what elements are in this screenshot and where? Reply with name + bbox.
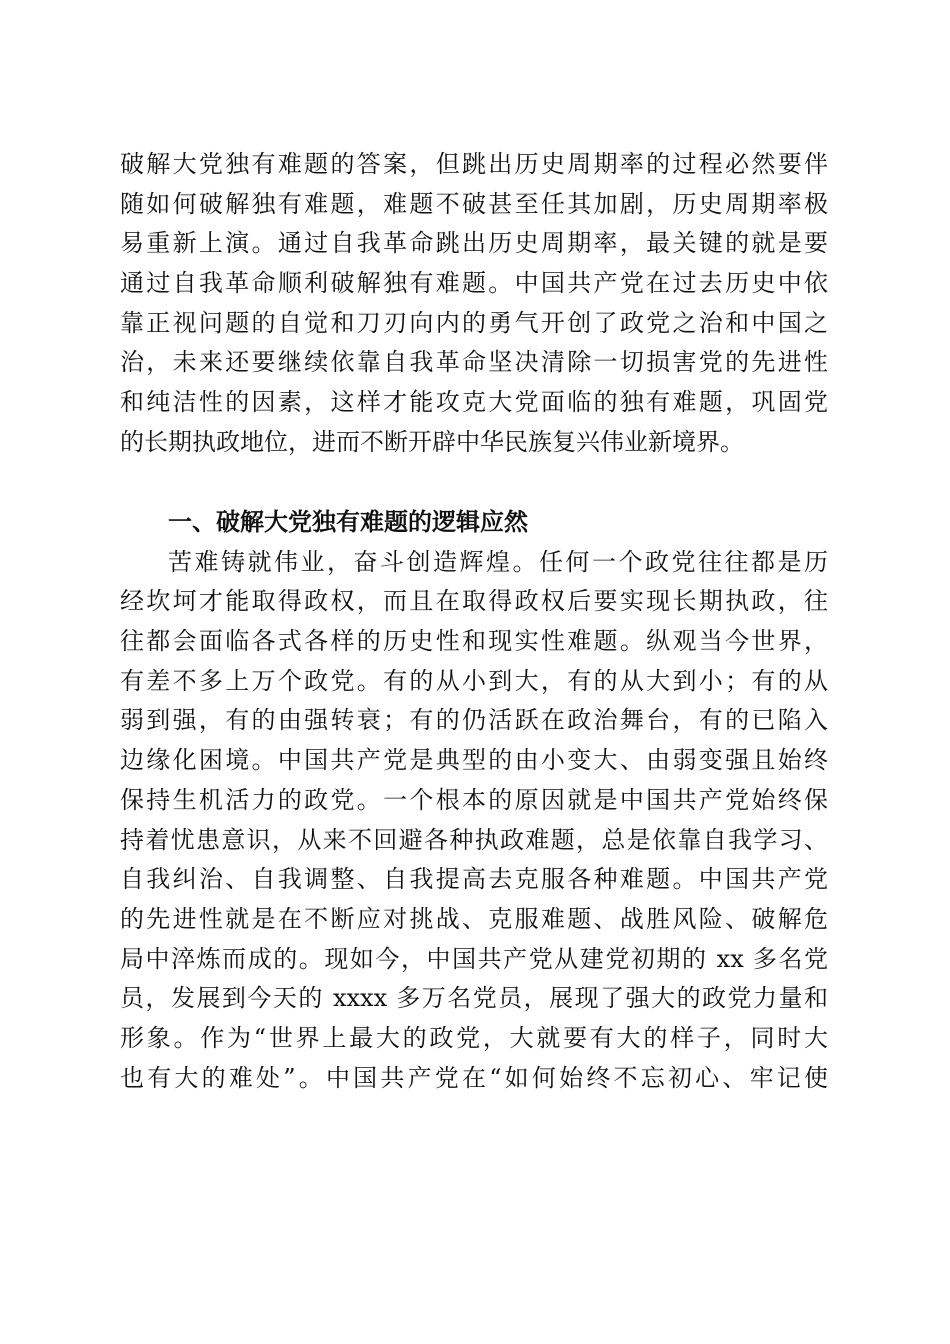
text-line: 往都会面临各式各样的历史性和现实性难题。纵观当今世界， <box>120 627 828 656</box>
text-line: 苦难铸就伟业，奋斗创造辉煌。任何一个政党往往都是历 <box>168 547 828 576</box>
text-line: 破解大党独有难题的答案，但跳出历史周期率的过程必然要伴 <box>120 150 828 178</box>
text-line: 的长期执政地位，进而不断开辟中华民族复兴伟业新境界。 <box>120 427 744 456</box>
paragraph-continuation <box>120 145 828 463</box>
text-line: 的先进性就是在不断应对挑战、克服难题、战胜风险、破解危 <box>120 904 828 933</box>
text-line: 靠正视问题的自觉和刀刃向内的勇气开创了政党之治和中国之 <box>120 308 828 337</box>
text-line: 随如何破解独有难题，难题不破甚至任其加剧，历史周期率极 <box>120 189 828 218</box>
text-line: 局中淬炼而成的。现如今，中国共产党从建党初期的 xx 多名党 <box>120 944 828 973</box>
text-line: 有差不多上万个政党。有的从小到大，有的从大到小；有的从 <box>120 666 828 695</box>
text-line: 边缘化困境。中国共产党是典型的由小变大、由弱变强且始终 <box>120 746 828 775</box>
text-line: 治，未来还要继续依靠自我革命坚决清除一切损害党的先进性 <box>120 348 828 377</box>
text-line: 形象。作为“世界上最大的政党，大就要有大的样子，同时大 <box>120 1023 828 1052</box>
text-line: 保持生机活力的政党。一个根本的原因就是中国共产党始终保 <box>120 785 828 814</box>
text-line: 自我纠治、自我调整、自我提高去克服各种难题。中国共产党 <box>120 865 828 894</box>
text-line: 易重新上演。通过自我革命跳出历史周期率，最关键的就是要 <box>120 229 828 258</box>
section-heading: 一、破解大党独有难题的逻辑应然 <box>168 508 528 536</box>
text-line: 持着忧患意识，从来不回避各种执政难题，总是依靠自我学习、 <box>120 825 828 854</box>
text-line: 经坎坷才能取得政权，而且在取得政权后要实现长期执政，往 <box>120 587 828 616</box>
text-line: 和纯洁性的因素，这样才能攻克大党面临的独有难题，巩固党 <box>120 388 828 417</box>
section-one <box>120 503 828 1098</box>
text-line: 员，发展到今天的 xxxx 多万名党员，展现了强大的政党力量和 <box>120 984 828 1013</box>
text-line: 弱到强，有的由强转衰；有的仍活跃在政治舞台，有的已陷入 <box>120 706 828 735</box>
text-line: 也有大的难处”。中国共产党在“如何始终不忘初心、牢记使 <box>120 1063 828 1092</box>
text-line: 通过自我革命顺利破解独有难题。中国共产党在过去历史中依 <box>120 269 828 298</box>
